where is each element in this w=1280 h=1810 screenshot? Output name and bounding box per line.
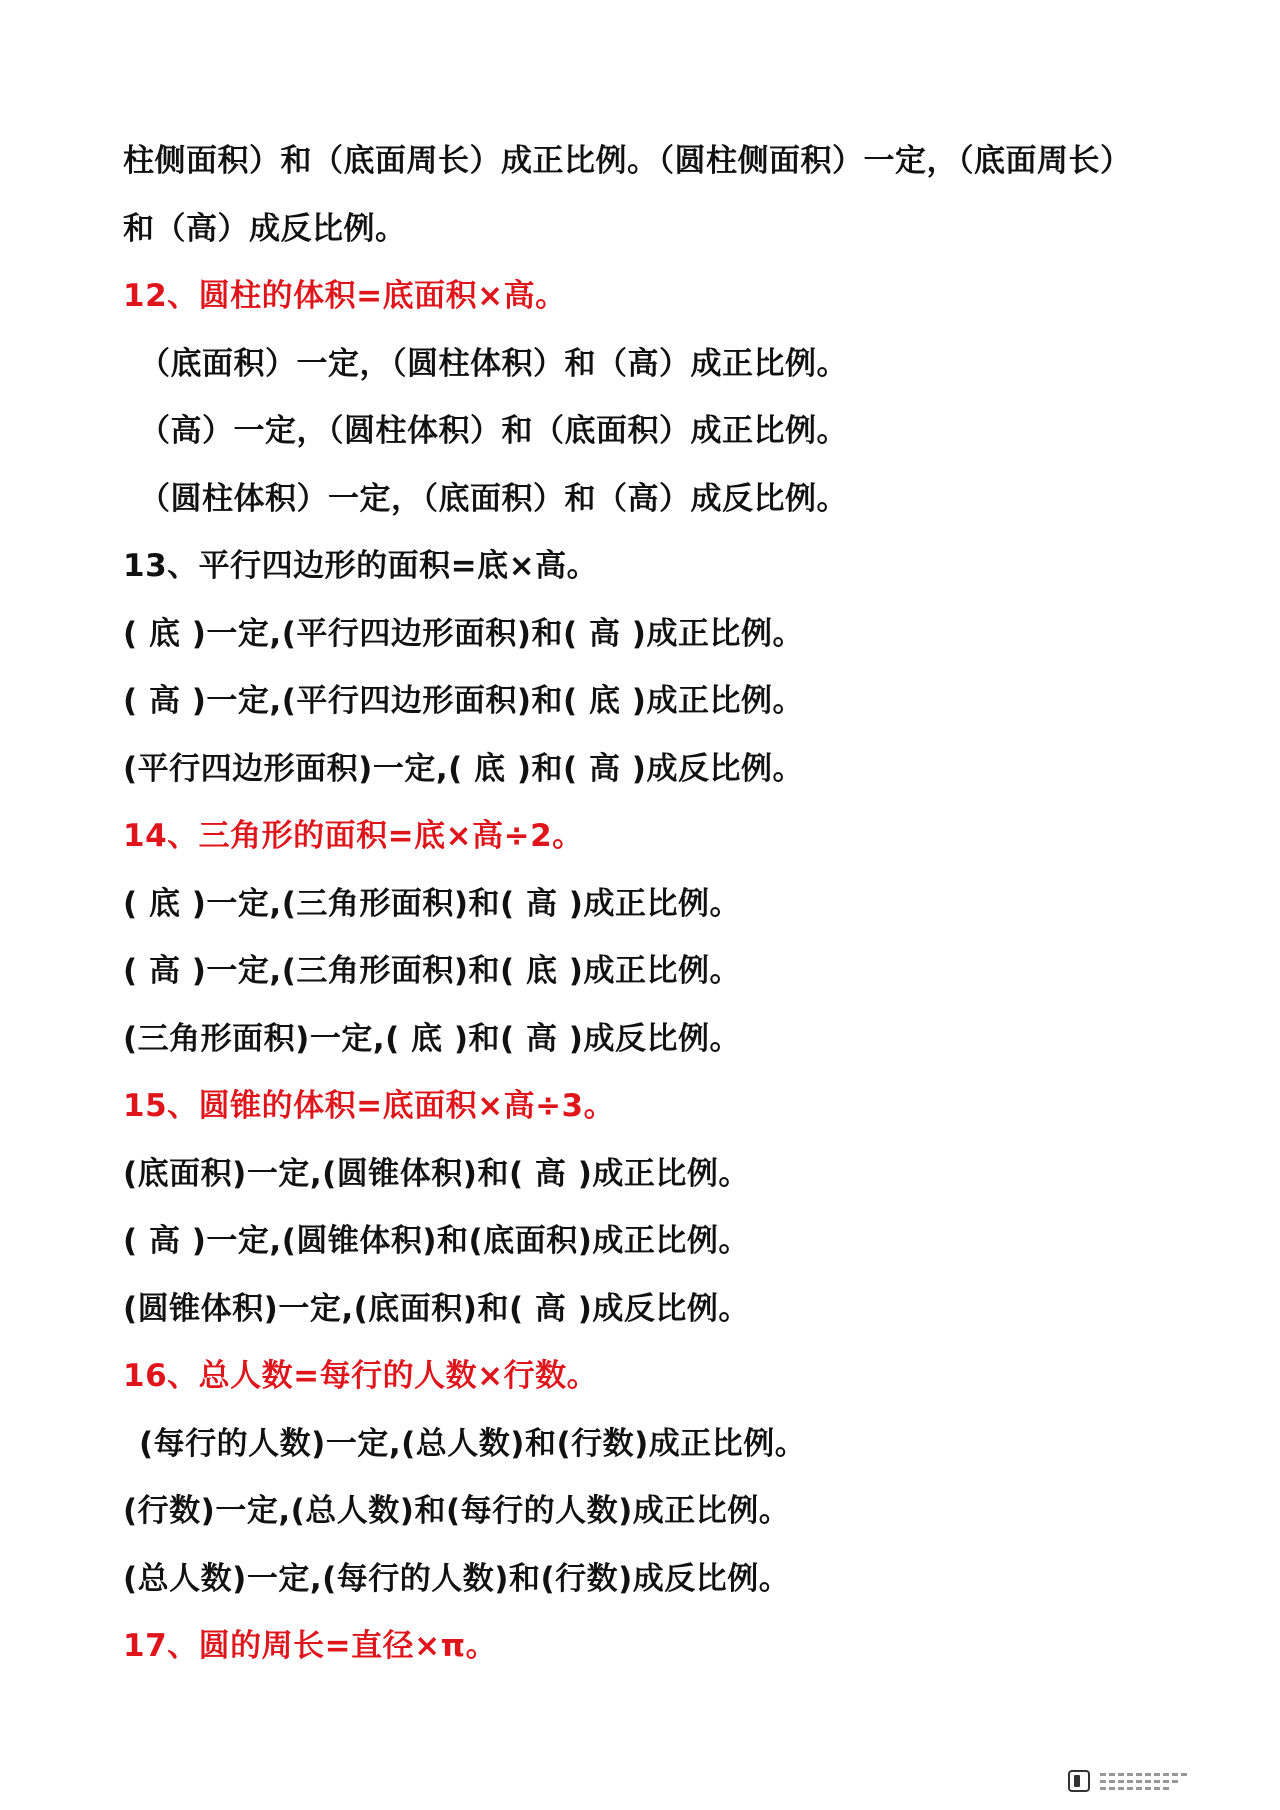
text-line: ( 高 )一定,(圆锥体积)和(底面积)成正比例。	[123, 1223, 750, 1259]
document-content	[123, 128, 1183, 1681]
text-line: (每行的人数)一定,(总人数)和(行数)成正比例。	[139, 1425, 807, 1462]
text-line: ( 底 )一定,(三角形面积)和( 高 )成正比例。	[123, 885, 741, 922]
corner-watermark	[1068, 1770, 1190, 1792]
text-line: （圆柱体积）一定，（底面积）和（高）成反比例。	[139, 480, 848, 517]
formula-heading-12: 12、圆柱的体积=底面积×高。	[123, 278, 567, 314]
text-line: 和（高）成反比例。	[123, 210, 407, 247]
lines-icon	[1100, 1773, 1190, 1790]
toggle-icon	[1068, 1770, 1090, 1792]
text-line: (底面积)一定,(圆锥体积)和( 高 )成正比例。	[123, 1155, 750, 1192]
text-line: ( 底 )一定,(平行四边形面积)和( 高 )成正比例。	[123, 615, 804, 652]
formula-heading-13: 13、平行四边形的面积=底×高。	[123, 548, 599, 584]
text-line: ( 高 )一定,(平行四边形面积)和( 底 )成正比例。	[123, 683, 804, 719]
formula-heading-14: 14、三角形的面积=底×高÷2。	[123, 818, 584, 854]
text-line: (行数)一定,(总人数)和(每行的人数)成正比例。	[123, 1493, 791, 1529]
text-line: (三角形面积)一定,( 底 )和( 高 )成反比例。	[123, 1020, 741, 1057]
text-line: (总人数)一定,(每行的人数)和(行数)成反比例。	[123, 1560, 791, 1597]
text-line: (平行四边形面积)一定,( 底 )和( 高 )成反比例。	[123, 750, 804, 787]
text-line: （高）一定，（圆柱体积）和（底面积）成正比例。	[139, 413, 848, 449]
formula-heading-17: 17、圆的周长=直径×π。	[123, 1628, 498, 1664]
text-line: (圆锥体积)一定,(底面积)和( 高 )成反比例。	[123, 1290, 750, 1327]
formula-heading-16: 16、总人数=每行的人数×行数。	[123, 1358, 599, 1394]
text-line: （底面积）一定，（圆柱体积）和（高）成正比例。	[139, 345, 848, 382]
formula-heading-15: 15、圆锥的体积=底面积×高÷3。	[123, 1088, 616, 1124]
text-line: 柱侧面积）和（底面周长）成正比例。（圆柱侧面积）一定，（底面周长）	[123, 143, 1132, 179]
text-line: ( 高 )一定,(三角形面积)和( 底 )成正比例。	[123, 953, 741, 989]
